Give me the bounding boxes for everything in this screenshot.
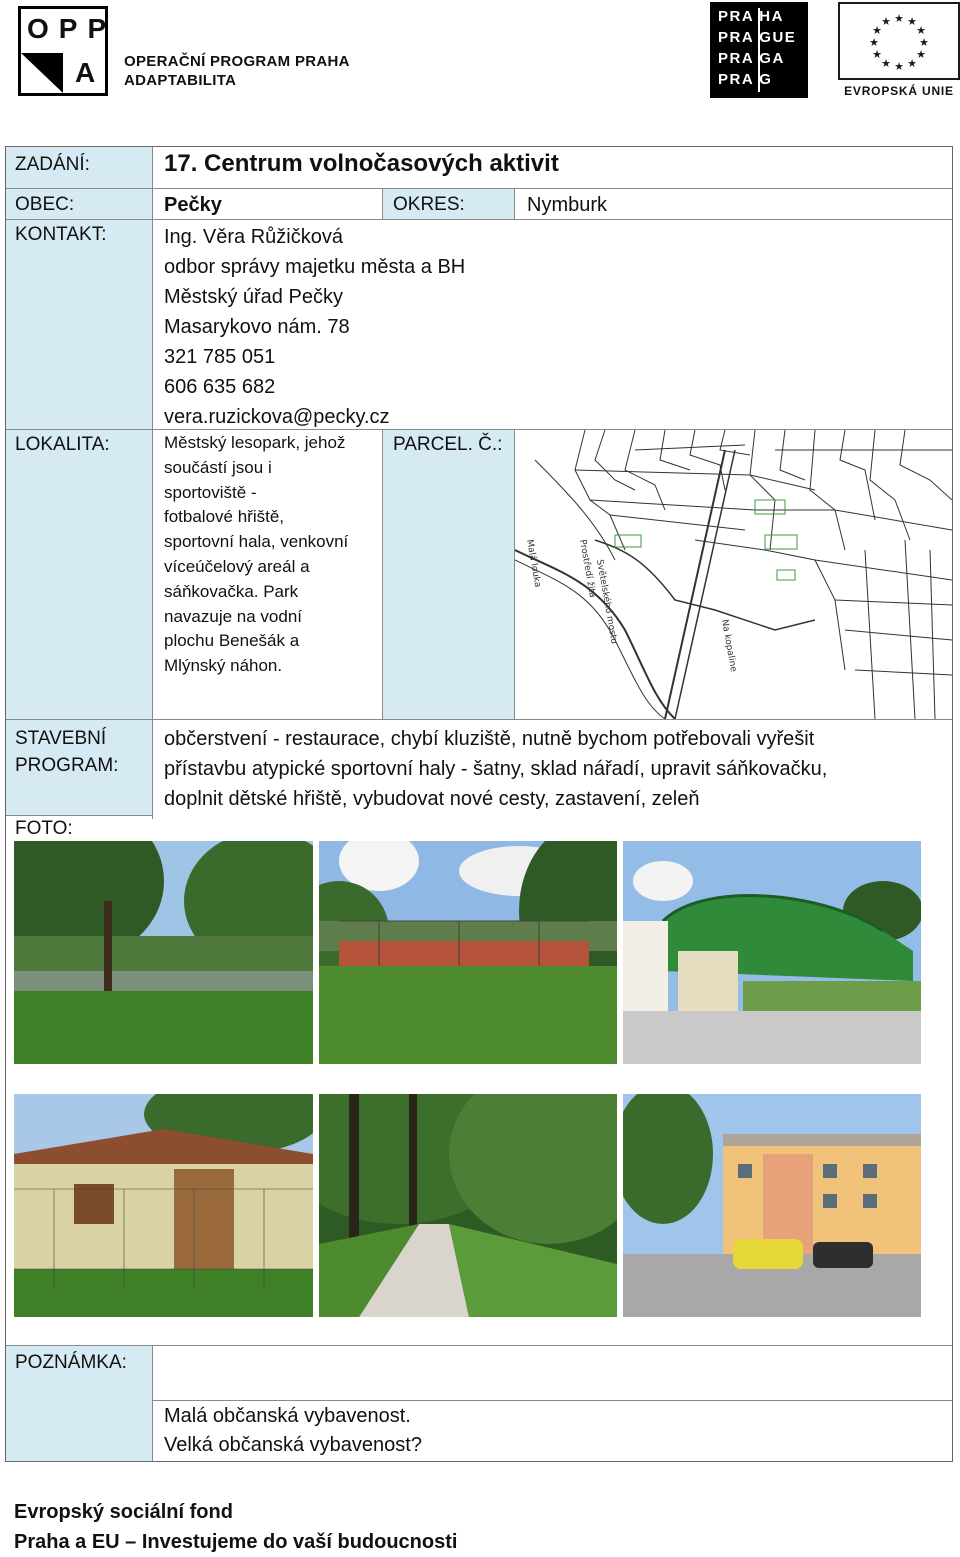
kontakt-email[interactable]: vera.ruzickova@pecky.cz: [164, 406, 390, 428]
obec-label: OBEC:: [15, 194, 75, 215]
footer-line-1: Evropský sociální fond: [14, 1501, 233, 1523]
kontakt-phone-1: 321 785 051: [164, 346, 276, 368]
parcel-label-cell: [383, 430, 514, 719]
grid-line: [6, 1345, 952, 1346]
eu-label: EVROPSKÁ UNIE: [844, 84, 954, 98]
poznamka-block: [164, 1402, 422, 1460]
photo-pond: [14, 841, 313, 1064]
photo-tennis-courts: [319, 841, 617, 1064]
praha-line-3: PRA GA: [718, 50, 785, 67]
opp-title-line-2: ADAPTABILITA: [124, 72, 237, 89]
photo-modern-building: [623, 1094, 921, 1317]
okres-value: Nymburk: [527, 194, 608, 216]
grid-line: [152, 1346, 153, 1461]
grid-line: [514, 189, 515, 219]
obec-value: Pečky: [164, 194, 222, 216]
svg-text:★: ★: [894, 12, 904, 25]
program-line: občerstvení - restaurace, chybí kluziště, nutně bychom potřebovali vyřešit: [164, 728, 815, 750]
svg-text:★: ★: [907, 15, 917, 28]
zadani-label: ZADÁNÍ:: [15, 154, 90, 175]
grid-line: [6, 815, 152, 816]
opp-title-line-1: OPERAČNÍ PROGRAM PRAHA: [124, 53, 350, 70]
svg-text:★: ★: [881, 57, 891, 70]
kontakt-block: [164, 222, 465, 432]
svg-text:★: ★: [872, 24, 882, 37]
program-line: doplnit dětské hřiště, vybudovat nové cesty, zastavení, zeleň: [164, 788, 700, 810]
svg-text:★: ★: [919, 36, 929, 49]
opp-logo: [18, 6, 117, 96]
kontakt-department: odbor správy majetku města a BH: [164, 256, 466, 278]
svg-text:★: ★: [916, 48, 926, 61]
foto-label: FOTO:: [15, 818, 73, 839]
lokalita-line: sáňkovačka. Park: [164, 581, 299, 601]
photo-forest-path: [319, 1094, 617, 1317]
lokalita-line: plochu Benešák a: [164, 631, 300, 651]
okres-label: OKRES:: [393, 194, 465, 215]
zadani-value: 17. Centrum volnočasových aktivit: [164, 150, 559, 177]
program-label: [15, 725, 118, 779]
map-label: Prostředí žita: [577, 538, 598, 599]
svg-text:★: ★: [907, 57, 917, 70]
kontakt-label: KONTAKT:: [15, 224, 107, 245]
map-label: Na kopaline: [719, 618, 739, 673]
svg-text:★: ★: [916, 24, 926, 37]
grid-line: [6, 219, 952, 220]
lokalita-line: Mlýnský náhon.: [164, 656, 283, 676]
map-label: Světelského mostu: [594, 558, 619, 645]
opp-logo-bottom: A: [75, 57, 106, 88]
poznamka-label: POZNÁMKA:: [15, 1352, 127, 1373]
lokalita-label: LOKALITA:: [15, 434, 110, 455]
lokalita-line: sportoviště -: [164, 482, 257, 502]
poznamka-line-2: Velká občanská vybavenost?: [164, 1434, 422, 1456]
lokalita-line: sportovní hala, venkovní: [164, 532, 349, 552]
footer-line-2: Praha a EU – Investujeme do vaší budoucnosti: [14, 1531, 458, 1553]
lokalita-line: navazuje na vodní: [164, 606, 302, 626]
program-label-line-1: STAVEBNÍ: [15, 728, 107, 749]
cadastral-map: [515, 430, 952, 719]
svg-text:★: ★: [881, 15, 891, 28]
grid-line: [382, 430, 383, 719]
praha-logo: [710, 2, 808, 98]
eu-flag-icon: [838, 2, 960, 80]
lokalita-block: [164, 431, 379, 679]
praha-line-1: PRA HA: [718, 8, 784, 25]
grid-line: [6, 719, 952, 720]
lokalita-line: součástí jsou i: [164, 457, 272, 477]
poznamka-line-1: Malá občanská vybavenost.: [164, 1405, 411, 1427]
map-label: Malá louka: [524, 538, 543, 589]
opp-program-title: [124, 52, 350, 90]
grid-line: [152, 1400, 952, 1401]
kontakt-phone-2: 606 635 682: [164, 376, 276, 398]
program-block: [164, 724, 827, 814]
kontakt-name: Ing. Věra Růžičková: [164, 226, 343, 248]
photo-sports-hall: [623, 841, 921, 1064]
svg-text:★: ★: [869, 36, 879, 49]
svg-text:★: ★: [872, 48, 882, 61]
grid-line: [6, 188, 952, 189]
praha-line-2: PRA GUE: [718, 29, 797, 46]
parcel-label: PARCEL. Č.:: [393, 434, 503, 455]
program-line: přístavbu atypické sportovní haly - šatny, sklad nářadí, upravit sáňkovačku,: [164, 758, 828, 780]
kontakt-office: Městský úřad Pečky: [164, 286, 343, 308]
opp-logo-top: OPP: [27, 13, 117, 44]
lokalita-line: fotbalové hřiště,: [164, 507, 285, 527]
photo-fenced-building: [14, 1094, 313, 1317]
lokalita-line: Městský lesopark, jehož: [164, 433, 346, 452]
praha-line-4: PRA G: [718, 71, 773, 88]
program-label-line-2: PROGRAM:: [15, 755, 119, 776]
kontakt-address: Masarykovo nám. 78: [164, 316, 350, 338]
grid-line: [152, 147, 153, 819]
lokalita-line: víceúčelový areál a: [164, 556, 310, 576]
grid-line: [382, 189, 383, 219]
svg-text:★: ★: [894, 60, 904, 73]
